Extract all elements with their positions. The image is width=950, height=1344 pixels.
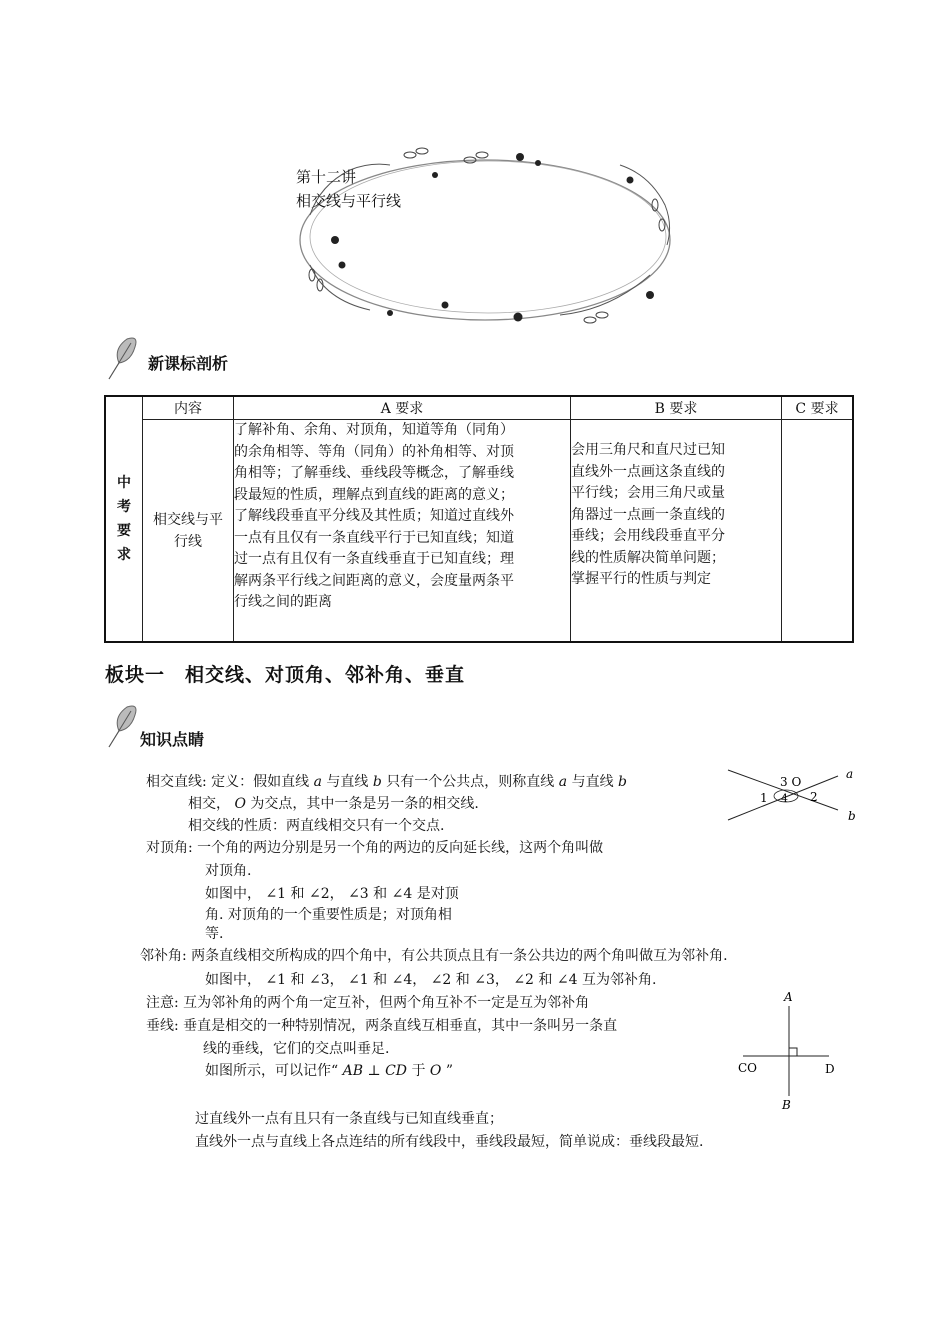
- a-line: 行线之间的距离: [234, 594, 332, 610]
- a-requirement-cell: [234, 420, 571, 643]
- text: 相交，: [188, 796, 235, 812]
- intersect-def-line2: [188, 794, 479, 814]
- topic-line: 行线: [174, 533, 202, 550]
- row-label-char: 求: [117, 547, 131, 563]
- var-O: O: [234, 796, 246, 812]
- var-b: b: [618, 774, 627, 790]
- text: 只有一个公共点，则称直线: [381, 774, 559, 790]
- header-content: 内容: [143, 396, 234, 420]
- header-a: A 要求: [234, 396, 571, 420]
- var-b: b: [372, 774, 382, 790]
- table-header-row: [105, 396, 853, 420]
- a-line: 一点有且仅有一条直线平行于已知直线；知道: [234, 529, 514, 546]
- term-intersect: 相交直线: [146, 774, 202, 790]
- right-angle-mark: [789, 1048, 797, 1056]
- lecture-title-block: [296, 165, 401, 213]
- perpendicular-figure: [735, 988, 845, 1113]
- a-line: 了解线段垂直平分线及其性质；知道过直线外: [234, 508, 514, 524]
- term-vertical: 对顶角: [146, 840, 188, 856]
- intersecting-lines-figure: [720, 762, 865, 827]
- table-row: [105, 420, 853, 643]
- b-line: 平行线；会用三角尺或量: [571, 485, 725, 501]
- vertical-def-line4: 角. 对顶角的一个重要性质是；对顶角相: [205, 907, 452, 923]
- header-c: C 要求: [782, 396, 854, 420]
- label-a: a: [846, 767, 854, 781]
- row-label-char: 要: [117, 523, 131, 539]
- text: 于: [407, 1063, 430, 1079]
- text: 与直线: [321, 774, 373, 790]
- adjacent-def-line1: [140, 946, 728, 966]
- text: 与直线: [567, 774, 619, 790]
- label-2: 2: [810, 790, 818, 804]
- text: 如图所示，可以记作“: [205, 1063, 343, 1079]
- perp-property-1: 过直线外一点有且只有一条直线与已知直线垂直；: [195, 1111, 503, 1127]
- perp-property-2: 直线外一点与直线上各点连结的所有线段中，垂线段最短，简单说成：垂线段最短.: [195, 1134, 704, 1150]
- intersect-property: 相交线的性质：两直线相交只有一个交点.: [188, 818, 445, 834]
- text: : 两条直线相交所构成的四个角中，有公共顶点且有一条公共边的两个角叫做互为邻补角.: [182, 948, 728, 964]
- adjacent-def-line2: 如图中， ∠1 和 ∠3， ∠1 和 ∠4， ∠2 和 ∠3， ∠2 和 ∠4 互为邻补角.: [205, 972, 657, 988]
- perp-def-line1: [146, 1016, 617, 1036]
- var-O: O: [429, 1063, 442, 1079]
- text: : 垂直是相交的一种特别情况，两条直线互相垂直，其中一条叫另一条直: [174, 1018, 618, 1034]
- perp-expression: AB ⊥ CD: [342, 1063, 408, 1079]
- b-line: 直线外一点画这条直线的: [571, 463, 725, 480]
- label-A: A: [784, 990, 793, 1004]
- header-b: B 要求: [571, 396, 782, 420]
- text: ”: [441, 1063, 454, 1079]
- block-title: 板块一 相交线、对顶角、邻补角、垂直: [105, 664, 466, 686]
- b-line: 角器过一点画一条直线的: [571, 506, 725, 523]
- label-B: B: [782, 1098, 791, 1112]
- vertical-def-line2: 对顶角.: [205, 863, 252, 879]
- lecture-number: 第十二讲: [296, 168, 357, 186]
- text: : 定义：假如直线: [202, 774, 314, 790]
- b-requirement-cell: [571, 420, 782, 643]
- b-line: 线的性质解决简单问题；: [571, 549, 725, 566]
- a-line: 过一点有且仅有一条直线垂直于已知直线；理: [234, 551, 514, 567]
- lecture-title: 相交线与平行线: [296, 192, 402, 210]
- topic-line: 相交线与平: [153, 511, 223, 528]
- var-a: a: [313, 774, 322, 790]
- section-heading-curriculum: 新课标剖析: [148, 354, 229, 373]
- feather-icon: [105, 703, 141, 749]
- b-line: 掌握平行的性质与判定: [571, 571, 711, 587]
- b-line: 垂线；会用线段垂直平分: [571, 528, 725, 544]
- vertical-def-line1: [146, 838, 603, 858]
- text: : 一个角的两边分别是另一个角的两边的反向延长线，这两个角叫做: [188, 840, 604, 856]
- a-line: 的余角相等、等角（同角）的补角相等、对顶: [234, 443, 514, 460]
- term-adjacent: 邻补角: [140, 948, 182, 964]
- b-line: 会用三角尺和直尺过已知: [571, 442, 725, 458]
- vertical-def-line5: 等.: [205, 926, 224, 942]
- row-label-char: 中: [117, 475, 131, 491]
- row-label-char: 考: [117, 499, 131, 515]
- perp-def-line2: 线的垂线，它们的交点叫垂足.: [203, 1041, 390, 1057]
- text: 为交点，其中一条是另一条的相交线.: [245, 796, 479, 812]
- topic-cell: [143, 420, 234, 643]
- row-label-cell: [105, 396, 143, 642]
- a-line: 了解补角、余角、对顶角，知道等角（同角）: [234, 422, 514, 438]
- term-note: 注意: [146, 995, 174, 1011]
- intersect-def-line1: [146, 772, 627, 792]
- term-perp: 垂线: [146, 1018, 174, 1034]
- a-line: 段最短的性质，理解点到直线的距离的意义；: [234, 486, 514, 503]
- note-line: [146, 993, 589, 1013]
- a-line: 角相等；了解垂线、垂线段等概念，了解垂线: [234, 465, 514, 481]
- label-1: 1: [760, 791, 768, 805]
- vertical-def-line3: 如图中， ∠1 和 ∠2， ∠3 和 ∠4 是对顶: [205, 886, 459, 902]
- perp-def-line3: [205, 1061, 453, 1081]
- label-D: D: [825, 1062, 835, 1076]
- label-b: b: [848, 809, 856, 823]
- text: : 互为邻补角的两个角一定互补，但两个角互补不一定是互为邻补角: [174, 995, 590, 1011]
- label-3O: 3 O: [780, 775, 802, 789]
- label-4: 4: [781, 792, 788, 805]
- c-requirement-cell: [782, 420, 854, 643]
- label-CO: CO: [738, 1061, 758, 1075]
- section-heading-knowledge: 知识点睛: [140, 730, 205, 749]
- feather-icon: [105, 335, 141, 381]
- var-a: a: [558, 774, 568, 790]
- requirements-table: [104, 395, 854, 643]
- a-line: 解两条平行线之间距离的意义，会度量两条平: [234, 572, 514, 589]
